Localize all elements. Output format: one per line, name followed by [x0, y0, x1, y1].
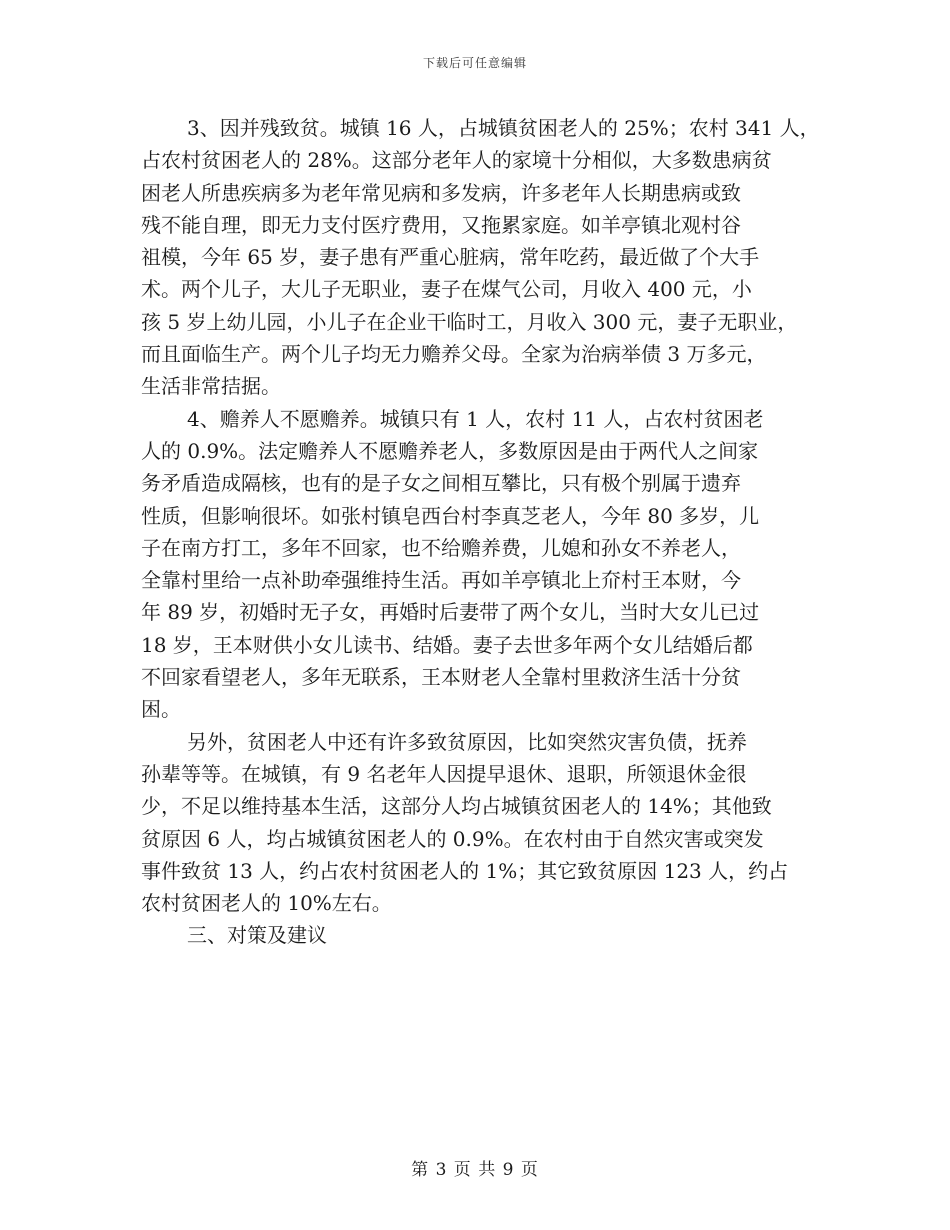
- text-line: 祖模，今年 65 岁，妻子患有严重心脏病，常年吃药，最近做了个大手: [141, 245, 760, 270]
- text-line: 子在南方打工，多年不回家，也不给赡养费，儿媳和孙女不养老人，: [141, 535, 741, 560]
- text-line: 事件致贫 13 人，约占农村贫困老人的 1%；其它致贫原因 123 人，约占: [141, 858, 789, 883]
- text-line: 另外，贫困老人中还有许多致贫原因，比如突然灾害负债，抚养: [187, 729, 747, 754]
- text-line: 困。: [141, 697, 181, 722]
- page-footer: 第 3 页 共 9 页: [411, 1160, 539, 1180]
- section-heading: [141, 919, 831, 951]
- text-line: 少，不足以维持基本生活，这部分人均占城镇贫困老人的 14%；其他致: [141, 794, 772, 819]
- text-line: 困老人所患疾病多为老年常见病和多发病，许多老年人长期患病或致: [141, 180, 741, 205]
- paragraph-cause-support: [141, 403, 831, 726]
- text-line: 年 89 岁，初婚时无子女，再婚时后妻带了两个女儿，当时大女儿已过: [141, 600, 760, 625]
- text-line: 贫原因 6 人，均占城镇贫困老人的 0.9%。在农村由于自然灾害或突发: [141, 826, 764, 851]
- text-line: 术。两个儿子，大儿子无职业，妻子在煤气公司，月收入 400 元，小: [141, 277, 752, 302]
- text-line: 占农村贫困老人的 28%。这部分老年人的家境十分相似，大多数患病贫: [141, 148, 772, 173]
- text-line: 18 岁，王本财供小女儿读书、结婚。妻子去世多年两个女儿结婚后都: [141, 632, 753, 657]
- document-body: [141, 112, 831, 952]
- section-title: 三、对策及建议: [187, 923, 327, 948]
- paragraph-other-causes: [141, 726, 831, 920]
- text-line: 而且面临生产。两个儿子均无力赡养父母。全家为治病举债 3 万多元，: [141, 342, 767, 367]
- page-header: 下载后可任意编辑: [422, 56, 527, 70]
- text-line: 孩 5 岁上幼儿园，小儿子在企业干临时工，月收入 300 元，妻子无职业，: [141, 309, 798, 334]
- text-line: 性质，但影响很坏。如张村镇皂西台村李真芝老人，今年 80 多岁，儿: [141, 503, 760, 528]
- text-line: 务矛盾造成隔核，也有的是子女之间相互攀比，只有极个别属于遗弃: [141, 471, 741, 496]
- text-line: 农村贫困老人的 10%左右。: [141, 891, 392, 916]
- text-line: 4、赡养人不愿赡养。城镇只有 1 人，农村 11 人，占农村贫困老: [187, 406, 764, 431]
- text-line: 不回家看望老人，多年无联系，王本财老人全靠村里救济生活十分贫: [141, 665, 741, 690]
- paragraph-cause-disease: [141, 112, 831, 403]
- text-line: 生活非常拮据。: [141, 374, 281, 399]
- text-line: 残不能自理，即无力支付医疗费用，又拖累家庭。如羊亭镇北观村谷: [141, 212, 741, 237]
- text-line: 全靠村里给一点补助牵强维持生活。再如羊亭镇北上夼村王本财，今: [141, 568, 741, 593]
- text-line: 人的 0.9%。法定赡养人不愿赡养老人，多数原因是由于两代人之间家: [141, 438, 759, 463]
- text-line: 3、因并残致贫。城镇 16 人，占城镇贫困老人的 25%；农村 341 人，: [187, 116, 820, 140]
- text-line: 孙辈等等。在城镇，有 9 名老年人因提早退休、退职，所领退休金很: [141, 761, 747, 786]
